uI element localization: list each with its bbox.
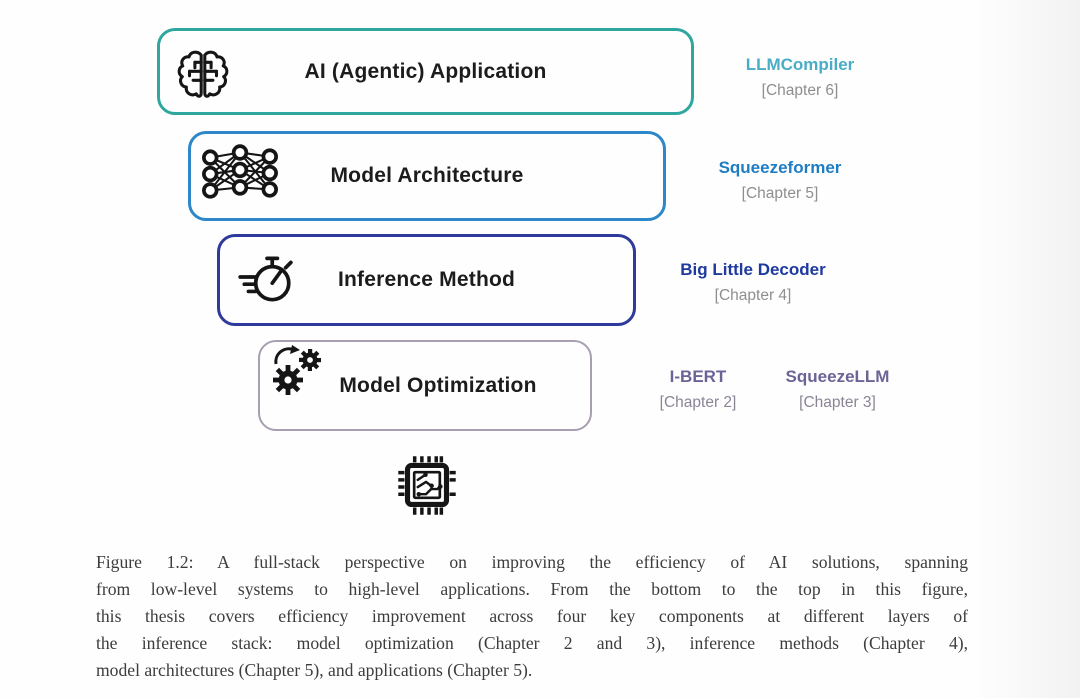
annotation-name: Big Little Decoder <box>680 260 826 279</box>
annotation-chapter: [Chapter 6] <box>761 82 839 99</box>
caption-line: Figure 1.2: A full-stack perspective on improving the efficiency of AI solutions, spanning <box>96 552 968 572</box>
caption-line: this thesis covers efficiency improvement across four key components at different layers of <box>96 605 968 626</box>
annotation-big-little-decoder <box>643 257 863 309</box>
box-label-inference: Inference Method <box>337 268 516 291</box>
box-label-optimization: Model Optimization <box>339 373 537 397</box>
brain-icon <box>176 46 230 107</box>
annotation-ibert <box>638 364 758 416</box>
annotation-name: I-BERT <box>669 367 727 386</box>
figure-caption <box>96 549 968 684</box>
neural-network-icon <box>201 142 279 207</box>
annotation-llmcompiler <box>690 52 910 104</box>
stack-box-optimization <box>258 340 592 431</box>
stack-box-architecture <box>188 131 666 221</box>
gears-icon <box>266 343 326 404</box>
caption-line: model architectures (Chapter 5), and applications (Chapter 5). <box>96 659 533 680</box>
chip-icon <box>392 446 462 531</box>
caption-line: from low-level systems to high-level applications. From the bottom to the top in this figure, <box>96 578 968 599</box>
annotation-chapter: [Chapter 4] <box>714 287 792 304</box>
stack-box-inference <box>217 234 636 326</box>
annotation-chapter: [Chapter 2] <box>659 394 737 411</box>
stack-box-application <box>157 28 694 115</box>
annotation-squeezeformer <box>670 155 890 207</box>
box-label-architecture: Model Architecture <box>330 164 524 187</box>
annotation-squeezellm <box>770 364 905 416</box>
annotation-chapter: [Chapter 5] <box>741 185 819 202</box>
box-label-application: AI (Agentic) Application <box>304 59 547 83</box>
annotation-name: LLMCompiler <box>745 55 855 74</box>
annotation-name: SqueezeLLM <box>785 367 890 386</box>
caption-line: the inference stack: model optimization (Chapter 2 and 3), inference methods (Chapter 4), <box>96 632 968 653</box>
annotation-chapter: [Chapter 3] <box>799 394 876 411</box>
stopwatch-icon <box>234 249 296 312</box>
annotation-name: Squeezeformer <box>718 158 842 177</box>
